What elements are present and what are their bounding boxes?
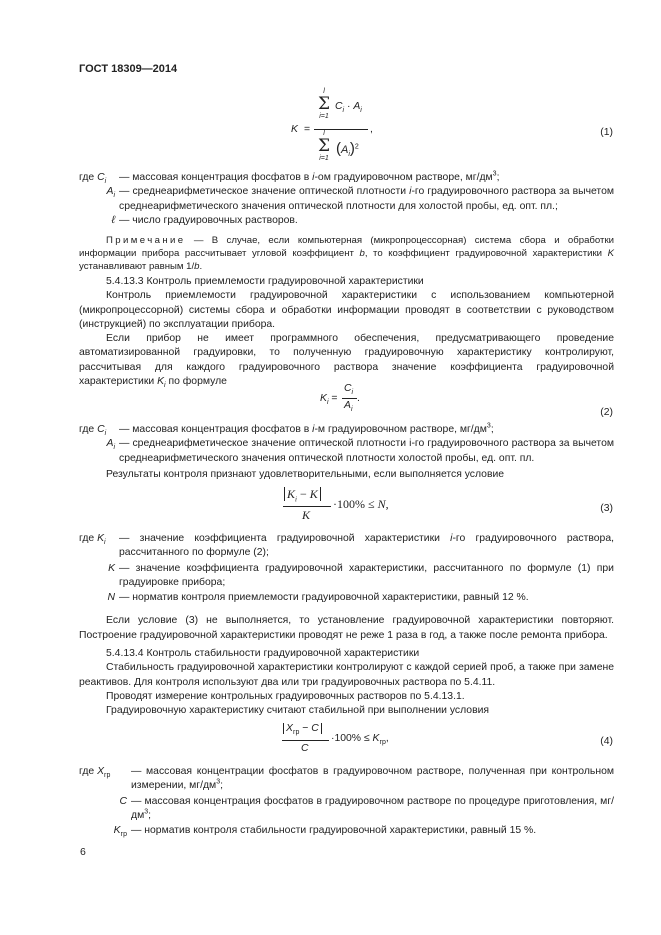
eq1-definitions [79,171,614,228]
eq4-rhs: $\cdot 100\% \le K_{гр}$, [331,733,389,747]
equation-2 [0,382,661,416]
eq4-definitions [79,765,614,838]
eq2-lhs: $K_i$ = [320,393,338,407]
paragraph: Результаты контроля признают удовлетворительными, если выполняется условие [106,468,505,480]
eq2-numerator: $C_i$ [344,383,354,397]
paragraph: Стабильность градуировочной характеристики контролируют с каждой серией проб, а также при замене реактивов. Для контроля используют два или три градуировочных раствора по 5.4.11. [79,662,614,688]
eq3-numerator: $K_i - K$ [284,487,321,501]
paragraph: Контроль приемлемости градуировочной характеристики с использованием компьютерной (микропроцессорной) системы сбора и обработки информации проводят в соответствии с руководством (инструкцией) по эксплуатации прибора. [79,290,614,330]
equation-4 [0,718,661,758]
section-heading: 5.4.13.3 Контроль приемлемости градуировочной характеристики [106,276,424,287]
eq1-denominator-sum: l Σ i=1 [314,130,334,163]
paragraph: Если прибор не имеет программного обеспечения, предусматривающего проведение автоматизированной градуировки, то полученную градуировочную характеристику контролируют, рассчитывая для каждого градуировочного раствора значение коэффициента градуировочной характеристики $K_i$ по формуле [79,333,614,390]
equation-1 [0,88,661,168]
page-number: 6 [80,846,86,858]
eq3-definitions [79,532,614,643]
definition-row: N — норматив контроля приемлемости градуировочной характеристики, равный 12 %. [107,592,529,604]
definition-row: C — массовая концентрация фосфатов в градуировочном растворе по процедуре приготовления, $мг/дм^3$; [119,795,614,821]
section-5-4-13-3 [79,275,614,389]
definition-row: где $C_i$ — массовая концентрация фосфатов в i-ом градуировочном растворе, $мг/дм^3$; [79,170,500,186]
equation-3 [0,484,661,526]
definition-row: где $K_i$ — значение коэффициента градуировочной характеристики i-го градуировочного раствора, рассчитанного по формуле (2); [79,533,615,559]
sigma-symbol: Σ [317,136,331,156]
eq2-definitions [79,423,614,482]
eq2-denominator: $A_i$ [344,400,353,414]
definition-row: K — значение коэффициента градуировочной характеристики, рассчитанного по формуле (1) при градуировке прибора; [108,562,614,588]
definition-row: где $C_i$ — массовая концентрация фосфатов в i-м градуировочном растворе, $мг/дм^3$; [79,422,494,438]
definition-row: $K_{гр}$ — норматив контроля стабильности градуировочной характеристики, равный 15 %. [113,825,537,839]
eq3-rhs: ·100% ≤ N, [333,497,389,511]
eq3-fraction-line [283,506,331,507]
eq2-number: (2) [600,407,613,418]
section-5-4-13-4 [79,647,614,718]
definition-row: $A_i$ — среднеарифметическое значение оптической плотности i-го градуировочного раствора за вычетом среднеарифметического значения оптической плотности холостой пробы, ед. опт. пл. [106,438,614,464]
eq1-numerator-sum: l Σ i=1 [314,88,334,121]
eq4-denominator: C [301,743,309,754]
eq3-number: (3) [600,503,613,514]
eq4-numerator: $X_{гр} - C$ [283,722,322,736]
definition-row: где $X_{гр}$ — массовая концентрации фосфатов в градуировочном растворе, полученная при контрольном измерении, $мг/дм^3$; [79,766,614,792]
section-heading: 5.4.13.4 Контроль стабильности градуировочной характеристики [106,648,420,659]
eq4-number: (4) [600,736,613,747]
eq1-denominator: $(A_i)^2$ [336,140,359,159]
paragraph: Градуировочную характеристику считают стабильной при выполнении условия [106,705,490,717]
document-header: ГОСТ 18309—2014 [79,63,178,75]
eq4-fraction-line [282,740,329,741]
eq1-comma: , [370,124,373,135]
eq1-lhs: K [291,124,298,135]
eq2-period: . [357,393,360,404]
paragraph: Если условие (3) не выполняется, то установление градуировочной характеристики повторяют. Построение градуировочной характеристики проводят не реже 1 раза в год, а также после ремонта прибора. [79,615,614,641]
sigma-symbol: Σ [317,94,331,114]
eq1-numerator: $C_i \cdot A_i$ [335,101,362,115]
note-paragraph: Примечание — В случае, если компьютерная (микропроцессорная) система сбора и обработки информации прибора рассчитывает угловой коэффициент b, то коэффициент градуировочной характеристики K устанавливают равным 1/b. [79,235,614,272]
eq1-equals: = [304,124,311,135]
definition-row: $A_i$ — среднеарифметическое значение оптической плотности i-го градуировочного раствора за вычетом среднеарифметического значения оптической плотности для холостой пробы, ед. опт. пл.; [106,186,615,212]
definition-row: ℓ — число градуировочных растворов. [111,214,298,226]
paragraph: Проводят измерение контрольных градуировочных растворов по 5.4.13.1. [106,690,465,702]
eq1-number: (1) [600,127,613,138]
eq3-denominator: K [302,508,311,522]
